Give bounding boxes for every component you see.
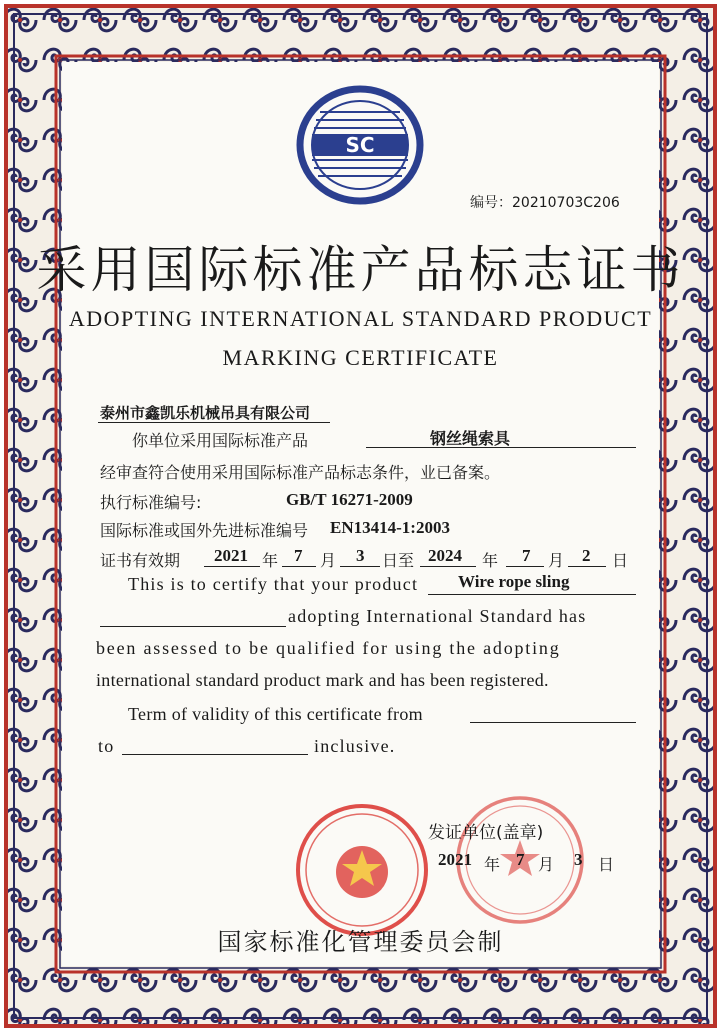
company-name: 泰州市鑫凯乐机械吊具有限公司 — [100, 404, 311, 422]
valid-from-month: 7 — [294, 546, 303, 565]
en-blank-underline — [100, 626, 286, 627]
title-english-line2: MARKING CERTIFICATE — [222, 345, 499, 370]
valid-to-month-underline — [506, 566, 544, 567]
certificate-serial: 编号：20210703C206 — [470, 195, 620, 211]
en-line6-inclusive: inclusive. — [314, 736, 396, 756]
issue-unit-day: 日 — [598, 855, 615, 874]
issue-day: 3 — [574, 850, 583, 869]
cn-line2: 经审查符合使用采用国际标准产品标志条件，业已备案。 — [100, 463, 501, 482]
en-line3: been assessed to be qualified for using the adopting — [96, 638, 561, 658]
product-en-underline — [428, 594, 636, 595]
valid-to-day: 2 — [582, 546, 591, 565]
intl-standard-label: 国际标准或国外先进标准编号 — [100, 521, 309, 540]
issue-unit-year: 年 — [484, 855, 501, 874]
issue-unit-month: 月 — [538, 855, 555, 874]
en-line5: Term of validity of this certificate from — [128, 704, 423, 724]
issue-year: 2021 — [438, 850, 472, 869]
en-from-underline — [470, 722, 636, 723]
en-line6-to: to — [98, 736, 115, 756]
issuer-label: 发证单位(盖章) — [428, 823, 544, 843]
product-cn: 钢丝绳索具 — [430, 429, 511, 448]
valid-from-day-underline — [340, 566, 380, 567]
unit-month-2: 月 — [548, 551, 565, 570]
valid-to-day-underline — [568, 566, 606, 567]
unit-day-to: 日至 — [382, 551, 415, 570]
intl-standard: EN13414-1:2003 — [330, 518, 450, 537]
unit-year-1: 年 — [262, 551, 279, 570]
unit-day-2: 日 — [612, 551, 629, 570]
valid-from-year: 2021 — [214, 546, 248, 565]
unit-year-2: 年 — [482, 551, 499, 570]
unit-month-1: 月 — [320, 551, 337, 570]
csc-logo-icon — [290, 82, 430, 212]
valid-to-year: 2024 — [428, 546, 462, 565]
en-line4: international standard product mark and has been registered. — [96, 670, 549, 690]
issuing-authority-footer: 国家标准化管理委员会制 — [217, 928, 504, 956]
issue-month: 7 — [516, 850, 525, 869]
title-chinese: 采用国际标准产品标志证书 — [36, 241, 685, 299]
title-english-line1: ADOPTING INTERNATIONAL STANDARD PRODUCT — [68, 306, 653, 331]
company-underline — [98, 422, 330, 423]
valid-from-year-underline — [204, 566, 260, 567]
logo-text: SC — [345, 133, 375, 157]
validity-label: 证书有效期 — [100, 551, 181, 570]
valid-from-day: 3 — [356, 546, 365, 565]
cn-line1-prefix: 你单位采用国际标准产品 — [132, 431, 309, 450]
valid-to-month: 7 — [522, 546, 531, 565]
valid-from-month-underline — [282, 566, 316, 567]
en-line1-prefix: This is to certify that your product — [128, 574, 419, 594]
valid-to-year-underline — [420, 566, 476, 567]
product-en: Wire rope sling — [458, 572, 570, 591]
en-line2: adopting International Standard has — [288, 606, 587, 626]
exec-standard: GB/T 16271-2009 — [286, 490, 413, 509]
official-seal-left — [292, 800, 432, 940]
en-to-underline — [122, 754, 308, 755]
exec-standard-label: 执行标准编号: — [100, 493, 202, 512]
